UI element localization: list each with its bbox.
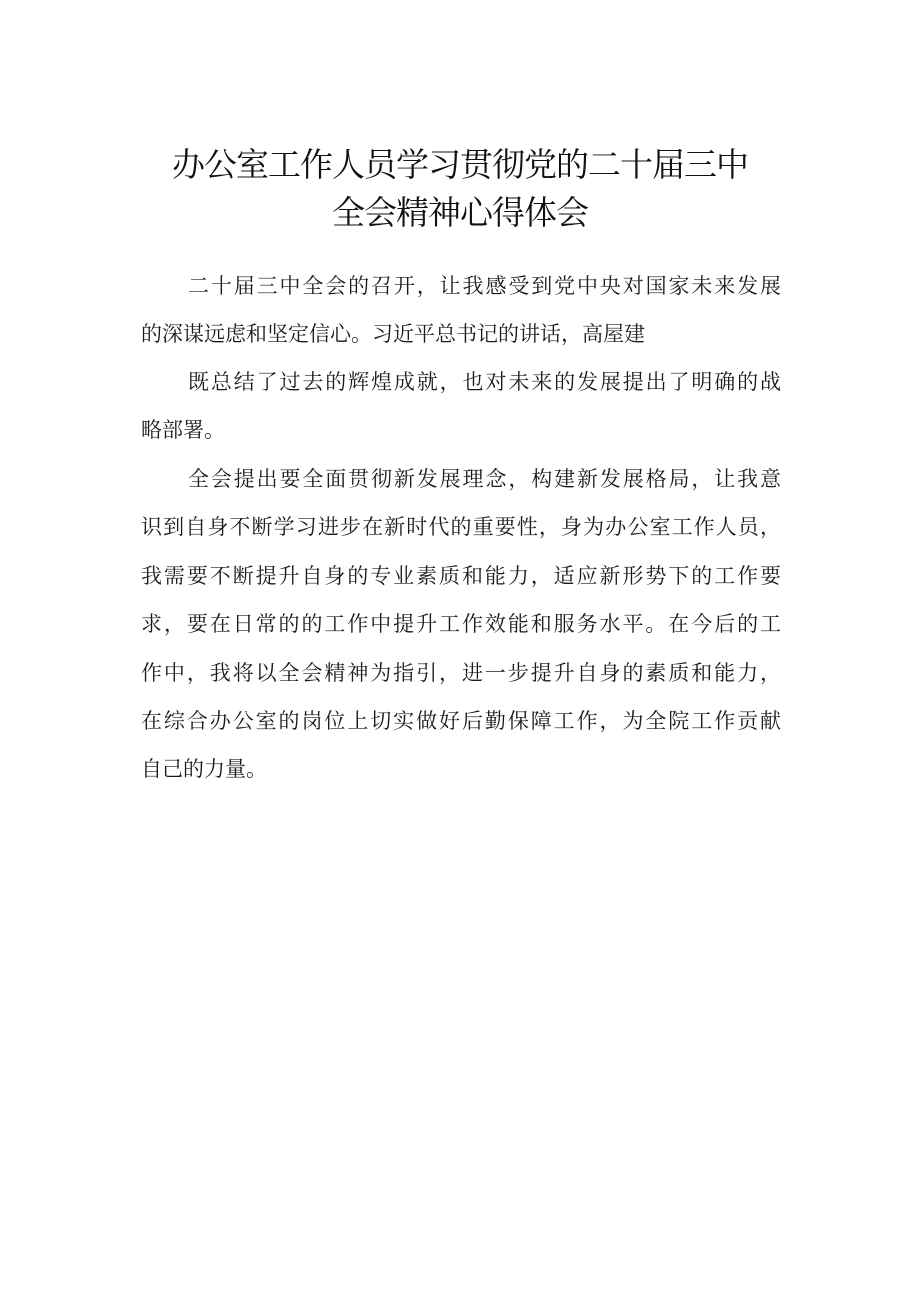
paragraph-line: 二十届三中全会的召开，让我感受到党中央对国家未来发展 xyxy=(188,274,781,298)
paragraph-line: 在综合办公室的岗位上切实做好后勤保障工作，为全院工作贡献 xyxy=(141,708,781,733)
paragraph-line: 略部署。 xyxy=(141,418,225,443)
title-line: 办公室工作人员学习贯彻党的二十届三中 xyxy=(172,145,748,184)
paragraph-line: 作中，我将以全会精神为指引，进一步提升自身的素质和能力， xyxy=(141,660,781,685)
paragraph-line: 我需要不断提升自身的专业素质和能力，适应新形势下的工作要 xyxy=(141,563,781,588)
paragraph-line: 全会提出要全面贯彻新发展理念，构建新发展格局，让我意 xyxy=(188,467,781,491)
title-line: 全会精神心得体会 xyxy=(332,193,588,233)
paragraph-line: 既总结了过去的辉煌成就，也对未来的发展提出了明确的战 xyxy=(188,370,781,394)
paragraph-line: 自己的力量。 xyxy=(141,757,267,782)
document-title xyxy=(0,141,920,238)
paragraph xyxy=(141,358,781,455)
paragraph-line: 求，要在日常的的工作中提升工作效能和服务水平。在今后的工 xyxy=(141,612,781,637)
paragraph xyxy=(141,455,781,794)
paragraph-line: 识到自身不断学习进步在新时代的重要性，身为办公室工作人员， xyxy=(141,515,781,540)
paragraph xyxy=(141,262,781,359)
paragraph-line: 的深谋远虑和坚定信心。习近平总书记的讲话，高屋建 xyxy=(141,322,645,347)
